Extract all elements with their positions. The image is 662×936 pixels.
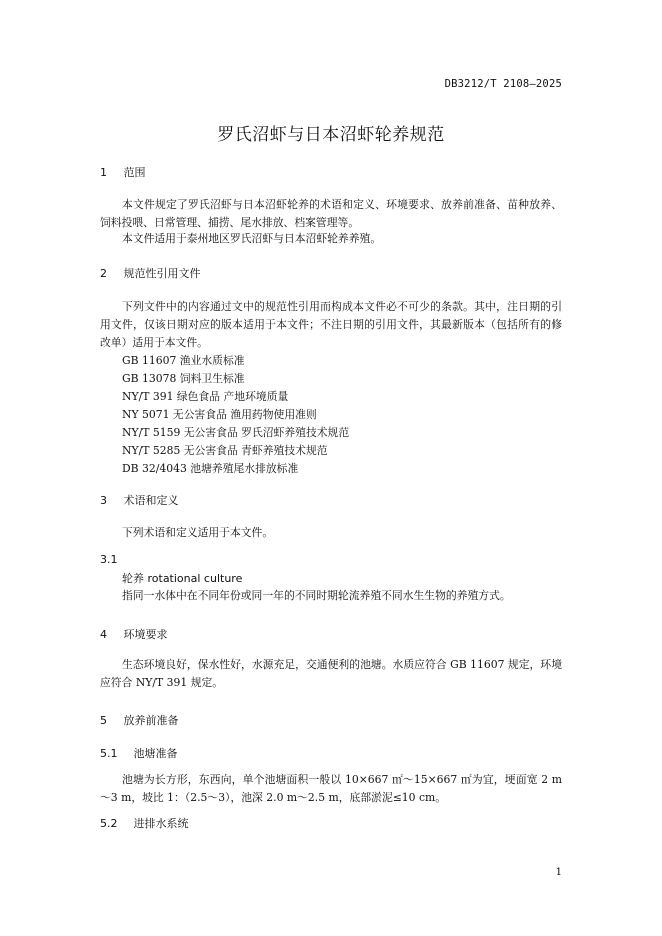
section-number: 5 bbox=[100, 714, 107, 727]
section-5-2-heading bbox=[100, 815, 189, 831]
reference-item: DB 32/4043 池塘养殖尾水排放标准 bbox=[122, 462, 299, 475]
reference-item: NY 5071 无公害食品 渔用药物使用准则 bbox=[122, 408, 317, 421]
document-title: 罗氏沼虾与日本沼虾轮养规范 bbox=[217, 125, 445, 145]
term-name: 轮养 rotational culture bbox=[122, 572, 243, 585]
section-4-paragraph-1: 生态环境良好，保水性好，水源充足，交通便利的池塘。水质应符合 GB 11607 规定，环境应符合 NY/T 391 规定。 bbox=[100, 658, 562, 689]
reference-item: GB 11607 渔业水质标准 bbox=[122, 354, 245, 367]
section-title: 池塘准备 bbox=[133, 747, 178, 760]
section-title: 放养前准备 bbox=[123, 714, 179, 727]
section-2-heading bbox=[100, 265, 201, 281]
section-number: 4 bbox=[100, 628, 107, 641]
section-5-1-paragraph-1: 池塘为长方形，东西向，单个池塘面积一般以 10×667 ㎡～15×667 ㎡为宜，埂面宽 2 m～3 m，坡比 1：（2.5～3），池深 2.0 m～2.5 m，底部淤泥≤10 cm。 bbox=[100, 773, 562, 804]
section-title: 范围 bbox=[123, 166, 146, 179]
page-number: 1 bbox=[555, 867, 562, 878]
section-4-heading bbox=[100, 626, 168, 642]
section-title: 环境要求 bbox=[123, 628, 168, 641]
section-title: 术语和定义 bbox=[123, 494, 179, 507]
section-1-paragraph-2: 本文件适用于泰州地区罗氏沼虾与日本沼虾轮养养殖。 bbox=[122, 232, 382, 245]
term-number: 3.1 bbox=[100, 553, 118, 566]
section-5-heading bbox=[100, 712, 179, 728]
reference-item: NY/T 5285 无公害食品 青虾养殖技术规范 bbox=[122, 444, 328, 457]
section-number: 3 bbox=[100, 494, 107, 507]
section-number: 2 bbox=[100, 267, 107, 280]
section-title: 规范性引用文件 bbox=[123, 267, 201, 280]
reference-item: GB 13078 饲料卫生标准 bbox=[122, 372, 245, 385]
reference-item: NY/T 391 绿色食品 产地环境质量 bbox=[122, 390, 289, 403]
section-title: 进排水系统 bbox=[133, 817, 189, 830]
section-number: 1 bbox=[100, 166, 107, 179]
normative-reference-list bbox=[122, 352, 349, 478]
section-1-heading bbox=[100, 164, 146, 180]
term-definition: 指同一水体中在不同年份或同一年的不同时期轮流养殖不同水生生物的养殖方式。 bbox=[122, 589, 511, 602]
section-2-paragraph-1: 下列文件中的内容通过文中的规范性引用而构成本文件必不可少的条款。其中，注日期的引用文件，仅该日期对应的版本适用于本文件；不注日期的引用文件，其最新版本（包括所有的修改单）适用于本文件。 bbox=[100, 300, 562, 349]
section-number: 5.1 bbox=[100, 747, 118, 760]
section-1-paragraph-1: 本文件规定了罗氏沼虾与日本沼虾轮养的术语和定义、环境要求、放养前准备、苗种放养、饲料投喂、日常管理、捕捞、尾水排放、档案管理等。 bbox=[100, 198, 562, 229]
document-code: DB3212/T 2108—2025 bbox=[444, 78, 562, 90]
section-5-1-heading bbox=[100, 745, 178, 761]
reference-item: NY/T 5159 无公害食品 罗氏沼虾养殖技术规范 bbox=[122, 426, 350, 439]
section-3-heading bbox=[100, 492, 179, 508]
section-number: 5.2 bbox=[100, 817, 118, 830]
section-3-paragraph-1: 下列术语和定义适用于本文件。 bbox=[122, 526, 274, 539]
